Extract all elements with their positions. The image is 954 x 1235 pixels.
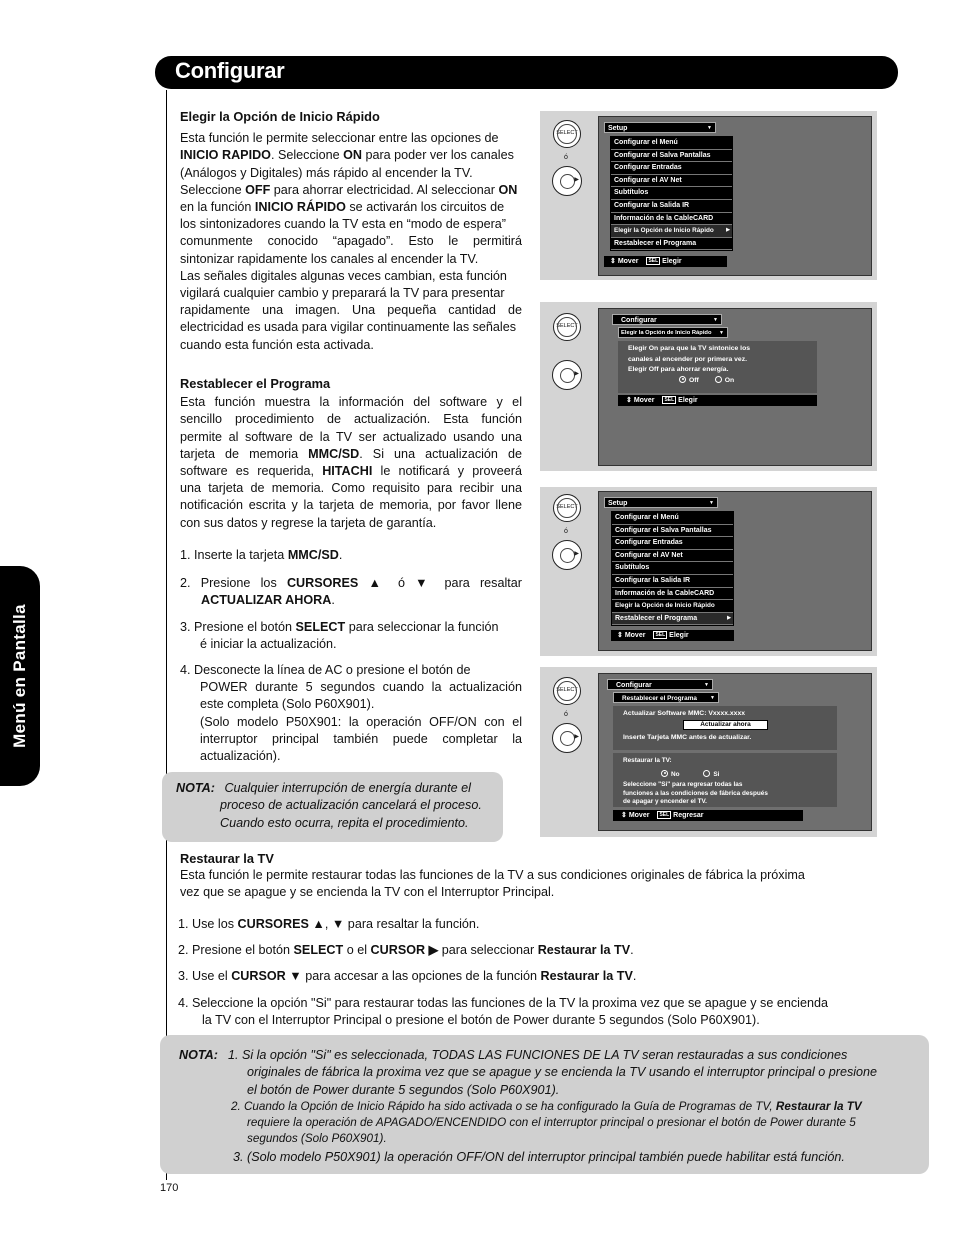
step-item: 3. Presione el botón SELECT para seleccionar la función <box>180 619 499 634</box>
radio-label: No <box>671 770 680 778</box>
step-item: 2. Presione el botón SELECT o el CURSOR ▶ para seleccionar Restaurar la TV. <box>178 943 634 958</box>
step-item: interruptor principal también puede completar la <box>200 731 522 746</box>
nota-text: segundos (Solo P60X901). <box>247 1132 387 1146</box>
text-line: rapidamente una imagen. Una pequeña cantidad de <box>180 303 522 318</box>
nota-text: Cuando esto ocurra, repita el procedimiento. <box>220 815 469 830</box>
restore-box <box>613 753 837 807</box>
step-item: 3. Use el CURSOR ▼ para accesar a las opciones de la función Restaurar la TV. <box>178 969 637 984</box>
tv-screen <box>598 491 872 651</box>
nota-text: Cualquier interrupción de energía durante el <box>224 781 471 795</box>
text-line: Las señales digitales algunas veces cambian, esta función <box>180 268 507 283</box>
cursor-pad-icon <box>552 723 582 753</box>
tv-screen <box>598 308 872 466</box>
or-label: ó <box>564 154 568 161</box>
text-line: con sus datos y regrese la tarjeta de garantía. <box>180 515 437 530</box>
text-line: sintonizar rapidamente los canales al encender la TV. <box>180 251 479 266</box>
nota-text: el botón de Power durante 5 segundos (Solo P60X901). <box>247 1082 560 1097</box>
menu-item-selected[interactable]: Restablecer el Programa ▶ <box>612 613 733 626</box>
nota-text: requiere la operación de APAGADO/ENCENDIDO con el interruptor principal o presionar el botón de Power durante 5 <box>247 1116 856 1130</box>
menu-title: Configurar ▼ <box>607 679 713 690</box>
section-heading: Restablecer el Programa <box>180 376 331 391</box>
description-box <box>618 341 817 393</box>
menu-item[interactable]: Restablecer el Programa <box>611 238 732 251</box>
restore-text: Seleccione "Si" para regresar todas las <box>623 781 743 788</box>
nota-item: 2. Cuando la Opción de Inicio Rápido ha sido activada o se ha configurado la Guía de Programas de TV, Restaurar la TV <box>231 1100 862 1114</box>
step-item: 1. Use los CURSORES ▲, ▼ para resaltar la función. <box>178 917 480 931</box>
text-line: tarjeta de memoria MMC/SD. Si una actualización de <box>180 446 522 461</box>
inicio-paragraph <box>180 130 522 354</box>
step-item: ACTUALIZAR AHORA. <box>201 593 335 608</box>
sel-key-icon: SEL <box>655 632 666 638</box>
page-header <box>155 56 898 89</box>
radio-no-selected[interactable] <box>661 770 668 777</box>
text-line: Esta función le permite seleccionar entre las opciones de <box>180 131 499 146</box>
step-item: 2. Presione los CURSORES ▲ ó ▼ para resaltar <box>180 576 522 591</box>
sel-key-icon: SEL <box>659 812 670 818</box>
restore-text: funciones a las condiciones de fábrica después <box>623 789 768 797</box>
text-line: notificación escrita y la tarjeta de memoria, por favor llene <box>180 498 522 513</box>
nav-hint-bar: ⇕ Mover SEL Regresar <box>613 810 803 821</box>
move-label: Mover <box>624 632 646 639</box>
step-item: 1. Inserte la tarjeta MMC/SD. <box>180 548 343 562</box>
side-tab <box>0 566 40 786</box>
text-line: Seleccione OFF para ahorrar electricidad. Al seleccionar ON <box>180 182 518 197</box>
back-label: Regresar <box>673 812 704 819</box>
software-box <box>613 706 837 750</box>
text-line: en la función INICIO RÁPIDO se activarán los circuitos de <box>180 200 505 215</box>
submenu-title: Elegir la Opción de Inicio Rápido ▼ <box>618 327 728 338</box>
margin-rule <box>166 90 167 1180</box>
menu-item[interactable]: Configurar el Salva Pantallas <box>612 525 733 538</box>
nav-hint-bar: ⇕ Mover SEL Elegir <box>604 256 727 267</box>
step-item: 4. Seleccione la opción "Si" para restaurar todas las funciones de la TV la proxima vez que se apague y se encienda <box>178 995 828 1010</box>
menu-list <box>610 136 733 251</box>
restablecer-paragraph <box>180 394 522 532</box>
select-button-icon: SELECT <box>553 677 581 705</box>
move-label: Mover <box>628 812 650 819</box>
menu-item[interactable]: Subtítulos <box>612 562 733 575</box>
nota-box <box>162 772 503 842</box>
text-line: Esta función muestra la información del software y el <box>180 395 522 410</box>
text-line: vigilará cualquier cambio y preparará la TV para presentar <box>180 286 505 301</box>
restore-text: de apagar y encender el TV. <box>623 798 707 805</box>
select-button-icon: SELECT <box>553 494 581 522</box>
nota-text: proceso de actualización cancelará el proceso. <box>220 798 482 813</box>
restaurar-section <box>180 850 880 902</box>
tv-screen-panel-2 <box>540 302 877 471</box>
description-line: Elegir Off para ahorrar energía. <box>628 366 729 373</box>
radio-label: On <box>724 376 735 384</box>
menu-item[interactable]: Configurar la Salida IR <box>611 200 732 213</box>
move-label: Mover <box>617 258 639 265</box>
step-item: 4. Desconecte la línea de AC o presione el botón de <box>180 663 471 678</box>
or-label: ó <box>564 711 568 718</box>
tv-screen-panel-4 <box>540 667 877 837</box>
select-label: Elegir <box>669 632 689 639</box>
step-item: POWER durante 5 segundos cuando la actualización <box>200 680 522 695</box>
text-line: software es requerida, HITACHI le notificará y proveerá <box>180 464 522 479</box>
menu-item[interactable]: Configurar el Menú <box>611 137 732 150</box>
menu-item-selected[interactable]: Elegir la Opción de Inicio Rápido ▶ <box>611 225 732 238</box>
text-line: vez que se apague y se encienda la TV con el Interruptor Principal. <box>180 885 555 900</box>
select-label: Elegir <box>662 258 682 265</box>
step-item: (Solo modelo P50X901: la operación OFF/ON con el <box>200 714 522 729</box>
radio-group <box>628 376 807 387</box>
text-line: cuando esta función esta activada. <box>180 337 374 352</box>
nav-hint-bar: ⇕ Mover SEL Elegir <box>611 630 734 641</box>
nota-box-2 <box>160 1035 929 1174</box>
menu-item[interactable]: Subtítulos <box>611 187 732 200</box>
nota-label: NOTA: <box>176 781 215 795</box>
move-label: Mover <box>633 397 655 404</box>
radio-label: Si <box>713 770 720 778</box>
section-heading: Elegir la Opción de Inicio Rápido <box>180 109 380 124</box>
software-version: Actualizar Software MMC: Vxxxx.xxxx <box>623 710 746 717</box>
nav-hint-bar: ⇕ Mover SEL Elegir <box>618 395 817 406</box>
text-line: INICIO RAPIDO. Seleccione ON para poder ver los canales <box>180 148 514 163</box>
side-tab-label: Menú en Pantalla <box>10 604 29 748</box>
inicio-section <box>180 108 522 354</box>
menu-title: Configurar ▼ <box>612 314 722 325</box>
menu-list <box>611 511 734 626</box>
sel-key-icon: SEL <box>648 258 659 264</box>
menu-item[interactable]: Configurar el AV Net <box>611 175 732 188</box>
tv-screen <box>598 673 872 831</box>
menu-title: Setup ▼ <box>604 122 716 133</box>
nota-text: originales de fábrica la proxima vez que se apague y se encienda la TV usando el interruptor principal o presione <box>247 1065 878 1080</box>
restaurar-steps <box>178 916 878 1029</box>
cursor-pad-icon <box>552 540 582 570</box>
text-line: electricidad es usada para vigilar continuamente las señales <box>180 320 517 335</box>
text-line: una tarjeta de memoria. Como requisito para recibir una <box>180 481 522 496</box>
menu-item[interactable]: Configurar el Salva Pantallas <box>611 150 732 163</box>
cursor-pad-icon <box>552 166 582 196</box>
restablecer-section <box>180 375 522 532</box>
text-line: permite al software de la TV ser actualizado usando una <box>180 429 522 444</box>
sel-key-icon: SEL <box>664 397 675 403</box>
menu-item[interactable]: Información de la CableCARD <box>611 213 732 226</box>
menu-item[interactable]: Información de la CableCARD <box>612 588 733 601</box>
text-line: comunmente conocido “apagado”. Esto le permitirá <box>180 234 522 249</box>
nota-label: NOTA: <box>179 1048 218 1062</box>
tv-screen <box>598 116 872 276</box>
menu-title: Setup ▼ <box>604 497 718 508</box>
submenu-title: Restablecer el Programa ▼ <box>613 692 719 703</box>
text-line: (Análogos y Digitales) más rápido al encender la TV. <box>180 165 473 180</box>
step-item: la TV con el Interruptor Principal o presione el botón de Power durante 5 segundos (Solo P60X901). <box>202 1012 760 1027</box>
radio-group <box>623 770 827 780</box>
page-number: 170 <box>160 1182 179 1194</box>
section-heading: Restaurar la TV <box>180 851 274 866</box>
text-line: Esta función le permite restaurar todas las funciones de la TV a sus condiciones originales de fábrica la próxima <box>180 868 805 883</box>
or-label: ó <box>564 528 568 535</box>
page-title: Configurar <box>175 58 285 83</box>
menu-item[interactable]: Configurar Entradas <box>611 162 732 175</box>
restore-label: Restaurar la TV: <box>623 757 672 764</box>
step-item: este completa (Solo P60X901). <box>200 697 375 712</box>
radio-on[interactable] <box>715 376 722 383</box>
insert-card-text: Inserte Tarjeta MMC antes de actualizar. <box>623 733 752 741</box>
menu-item[interactable]: Configurar el Menú <box>612 512 733 525</box>
radio-off-selected[interactable] <box>679 376 686 383</box>
tv-screen-panel-1 <box>540 111 877 280</box>
nota-text: 3. (Solo modelo P50X901) la operación OFF/ON del interruptor principal también puede habilitar está función. <box>233 1150 845 1165</box>
restablecer-steps <box>180 547 522 765</box>
text-line: los sintonizadores cuando la TV esta en “modo de espera” <box>180 217 506 232</box>
cursor-pad-icon <box>552 360 582 390</box>
menu-item[interactable]: Configurar la Salida IR <box>612 575 733 588</box>
nota-item: NOTA: 1. Si la opción "Si" es seleccionada, TODAS LAS FUNCIONES DE LA TV seran restauradas a sus condiciones <box>179 1048 848 1062</box>
update-now-button[interactable]: Actualizar ahora <box>683 720 768 730</box>
step-item: actualización). <box>200 749 281 764</box>
description-line: canales al encender por primera vez. <box>628 355 748 363</box>
select-button-icon: SELECT <box>553 313 581 341</box>
step-item: é iniciar la actualización. <box>200 636 337 651</box>
text-line: sencillo procedimiento de actualización. Esta función <box>180 412 522 427</box>
menu-item[interactable]: Configurar el AV Net <box>612 550 733 563</box>
tv-screen-panel-3 <box>540 487 877 656</box>
description-line: Elegir On para que la TV sintonice los <box>628 345 750 352</box>
radio-label: Off <box>689 376 699 384</box>
menu-item[interactable]: Elegir la Opción de Inicio Rápido <box>612 600 733 613</box>
select-button-icon: SELECT <box>553 120 581 148</box>
radio-si[interactable] <box>703 770 710 777</box>
menu-item[interactable]: Configurar Entradas <box>612 537 733 550</box>
select-label: Elegir <box>678 397 698 404</box>
